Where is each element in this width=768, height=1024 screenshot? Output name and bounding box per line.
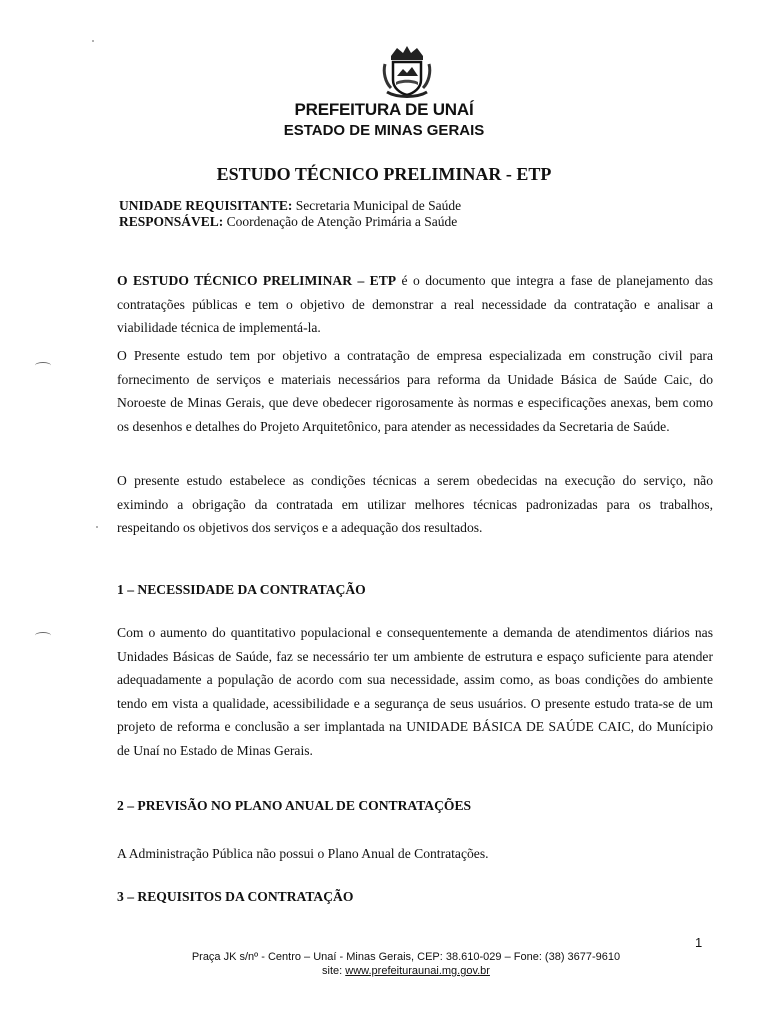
- municipal-coat-of-arms-icon: [381, 42, 433, 100]
- responsible-value: Coordenação de Atenção Primária a Saúde: [223, 214, 458, 229]
- intro-text: é o documento que integra a fase de planejamento das contratações públicas e tem o objetivo de demonstrar a real necessidade da contratação e analisar a viabilidade técnica de implementá-la.: [117, 273, 713, 335]
- section-2-body: A Administração Pública não possui o Plano Anual de Contratações.: [117, 846, 489, 861]
- requesting-unit-line: [119, 198, 461, 214]
- document-title: ESTUDO TÉCNICO PRELIMINAR - ETP: [216, 164, 552, 184]
- requesting-unit-value: Secretaria Municipal de Saúde: [292, 198, 462, 213]
- scan-mark: [35, 632, 51, 639]
- requesting-unit-label: UNIDADE REQUISITANTE:: [119, 198, 293, 213]
- section-1-title: 1 – NECESSIDADE DA CONTRATAÇÃO: [117, 582, 366, 597]
- intro-paragraph: [117, 269, 713, 340]
- section-3-title: 3 – REQUISITOS DA CONTRATAÇÃO: [117, 889, 354, 904]
- responsible-label: RESPONSÁVEL:: [119, 214, 224, 229]
- conditions-paragraph: O presente estudo estabelece as condições técnicas a serem obedecidas na execução do serviço, não eximindo a obrigação da contratada em utilizar melhores técnicas padronizadas para os trabalhos, respeitando os objetivos dos serviços e a adequação dos resultados.: [117, 473, 713, 535]
- footer-site: [0, 965, 768, 977]
- page-number: 1: [695, 935, 703, 950]
- objective-paragraph: O Presente estudo tem por objetivo a contratação de empresa especializada em construção civil para fornecimento de serviços e materiais necessários para reforma da Unidade Básica de Saúde Caic, do Noroeste de Minas Gerais, que deve obedecer rigorosamente às normas e especificações anexas, bem como os desenhos e detalhes do Projeto Arquitetônico, para atender as necessidades da Secretaria de Saúde.: [117, 348, 713, 434]
- scan-mark: [35, 362, 51, 369]
- section-2-title: 2 – PREVISÃO NO PLANO ANUAL DE CONTRATAÇÕES: [117, 798, 472, 813]
- scan-dot: [92, 40, 94, 42]
- responsible-line: [119, 214, 457, 230]
- organization-name: PREFEITURA DE UNAÍ: [294, 100, 474, 119]
- section-1-body: Com o aumento do quantitativo populacional e consequentemente a demanda de atendimentos diários nas Unidades Básicas de Saúde, faz se necessário ter um ambiente de estrutura e espaço suficiente para atender adequadamente a população de acordo com sua necessidade, assim como, as boas condições do ambiente tendo em vista a qualidade, acessibilidade e a segurança de seus usuários. O presente estudo trata-se de um projeto de reforma e conclusão a ser implantada na UNIDADE BÁSICA DE SAÚDE CAIC, do Munícipio de Unaí no Estado de Minas Gerais.: [117, 625, 713, 758]
- footer-address: Praça JK s/nº - Centro – Unaí - Minas Gerais, CEP: 38.610-029 – Fone: (38) 3677-9610: [191, 951, 621, 963]
- footer-site-label: site:: [322, 965, 346, 977]
- scan-dot: [96, 526, 98, 528]
- footer-site-url: www.prefeituraunai.mg.gov.br: [345, 965, 490, 977]
- organization-state: ESTADO DE MINAS GERAIS: [283, 122, 485, 139]
- intro-lead: O ESTUDO TÉCNICO PRELIMINAR – ETP: [117, 273, 397, 288]
